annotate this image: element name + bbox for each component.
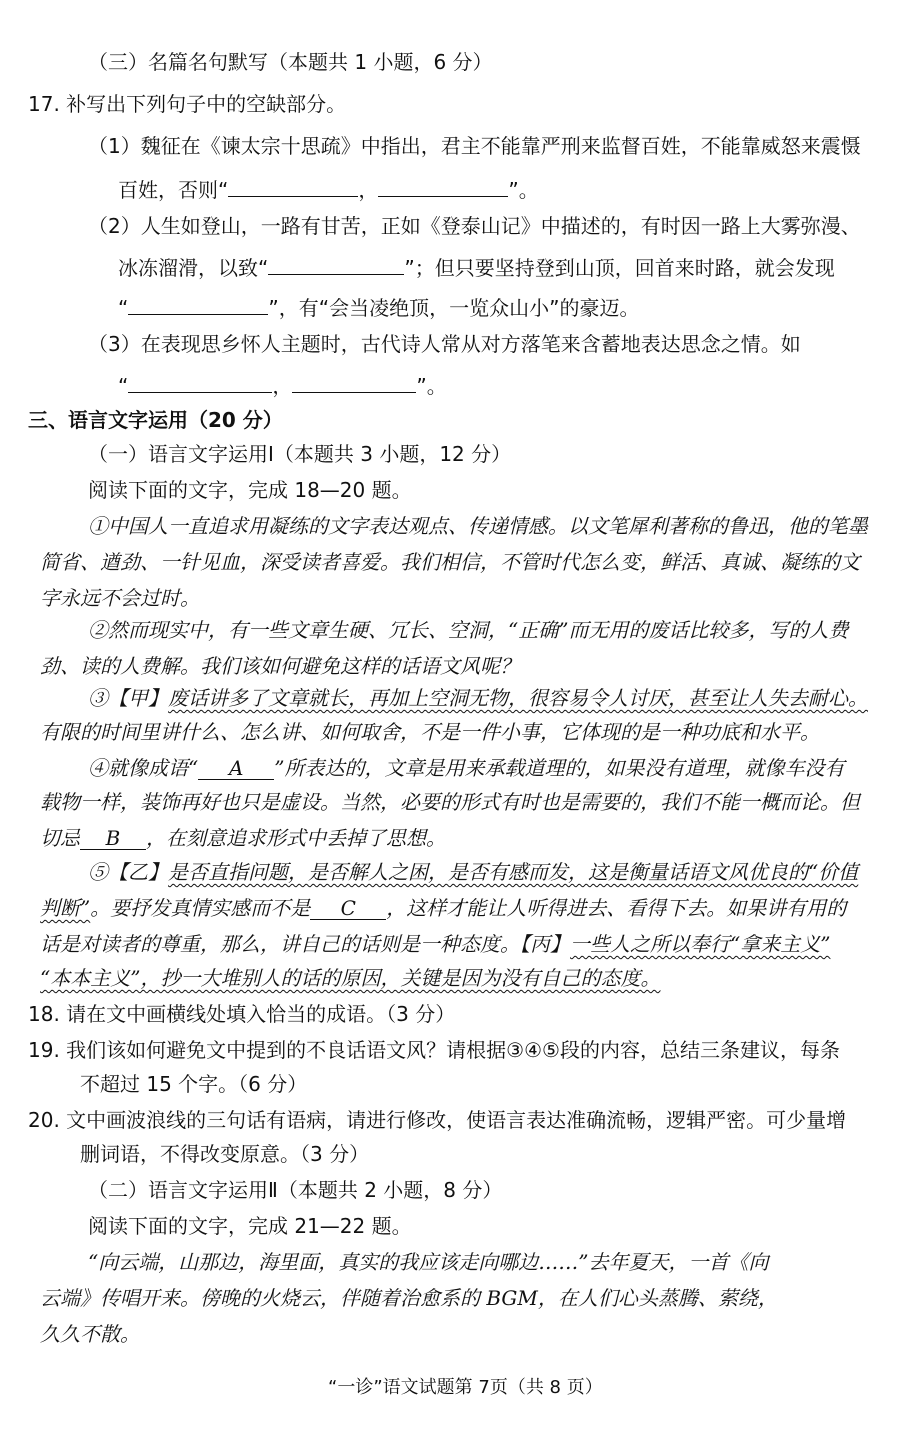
q17-item3-line1: （3）在表现思乡怀人主题时，古代诗人常从对方落笔来含蓄地表达思念之情。如 (88, 332, 801, 356)
q17-item2-line1: （2）人生如登山，一路有甘苦，正如《登泰山记》中描述的，有时因一路上大雾弥漫、 (88, 214, 861, 238)
para4-line2: 载物一样，装饰再好也只是虚设。当然，必要的形式有时也是需要的，我们不能一概而论。但 (40, 790, 860, 814)
q17-item1-prefix: 百姓，否则“ (118, 178, 229, 202)
q17-item2-prefix: 冰冻溜滑，以致“ (118, 256, 269, 280)
subsection1-header: （一）语言文字运用Ⅰ（本题共 3 小题，12 分） (88, 442, 512, 466)
para2-line2: 劲、读的人费解。我们该如何避免这样的话语文风呢？ (40, 654, 520, 678)
q17-item3-line2 (118, 370, 447, 398)
closing-quote: ”。 (416, 374, 447, 398)
reading-instruction-2: 阅读下面的文字，完成 21—22 题。 (88, 1214, 412, 1238)
para5-line2 (40, 894, 846, 922)
wavy-sentence-bing: 一些人之所以奉行“拿来主义” (570, 932, 831, 956)
question-19-line2: 不超过 15 个字。（6 分） (80, 1072, 308, 1096)
para4-line3-prefix: 切忌 (40, 826, 80, 850)
wavy-sentence-bing-end: “本本主义”，抄一大堆别人的话的原因，关键是因为没有自己的态度。 (40, 966, 661, 990)
para5-line2-end: ，这样才能让人听得进去、看得下去。如果讲有用的 (386, 896, 847, 920)
para1-line3: 字永远不会过时。 (40, 586, 200, 610)
wavy-sentence-yi-end: 判断” (40, 896, 91, 920)
marker-yi: ⑤【乙】 (88, 860, 168, 884)
open-quote: “ (118, 296, 129, 320)
para5-line2-middle: 。要抒发真情实感而不是 (90, 896, 311, 920)
para1-line2: 简省、遒劲、一针见血，深受读者喜爱。我们相信，不管时代怎么变，鲜活、真诚、凝练的文 (40, 550, 860, 574)
q17-item2-tail: ”，有“会当凌绝顶，一览众山小”的豪迈。 (268, 296, 640, 320)
open-quote: “ (118, 374, 129, 398)
page-footer: “一诊”语文试题第 7页（共 8 页） (328, 1377, 603, 1398)
reading-instruction-1: 阅读下面的文字，完成 18—20 题。 (88, 478, 412, 502)
para5-line1 (88, 858, 858, 886)
para5-line4 (40, 964, 660, 992)
para3-line1 (88, 684, 868, 712)
wavy-sentence-yi: 是否直指问题，是否解人之困，是否有感而发，这是衡量话语文风优良的“价值 (168, 860, 859, 884)
para6-line1: “向云端，山那边，海里面，真实的我应该走向哪边……”去年夏天，一首《向 (88, 1250, 769, 1274)
answer-blank[interactable] (128, 370, 272, 393)
para6-line3: 久久不散。 (40, 1322, 140, 1346)
closing-quote: ”。 (508, 178, 539, 202)
answer-blank[interactable] (228, 174, 358, 197)
para2-line1: ②然而现实中，有一些文章生硬、冗长、空洞，“正确”而无用的废话比较多，写的人费 (88, 618, 849, 642)
marker-jia: ③【甲】 (88, 686, 168, 710)
answer-blank[interactable] (292, 370, 416, 393)
q17-item2-suffix: ”；但只要坚持登到山顶，回首来时路，就会发现 (404, 256, 835, 280)
q17-item2-line3 (118, 292, 639, 320)
para6-line2: 云端》传唱开来。傍晚的火烧云，伴随着治愈系的 BGM，在人们心头蒸腾、萦绕， (40, 1286, 778, 1310)
para4-line3-suffix: ，在刻意追求形式中丢掉了思想。 (146, 826, 446, 850)
answer-blank[interactable] (128, 292, 268, 315)
blank-B[interactable]: B (80, 827, 146, 850)
section-header-poetry: （三）名篇名句默写（本题共 1 小题，6 分） (88, 50, 493, 74)
para4-line3 (40, 824, 446, 852)
para1-line1: ①中国人一直追求用凝练的文字表达观点、传递情感。以文笔犀利著称的鲁迅，他的笔墨 (88, 514, 868, 538)
part3-title: 三、语言文字运用（20 分） (28, 408, 283, 432)
question-20-line1: 20. 文中画波浪线的三句话有语病，请进行修改，使语言表达准确流畅，逻辑严密。可少量增 (28, 1108, 847, 1132)
blank-C[interactable]: C (310, 897, 386, 920)
para3-line2: 有限的时间里讲什么、怎么讲、如何取舍，不是一件小事，它体现的是一种功底和水平。 (40, 720, 820, 744)
question-17-stem: 17. 补写出下列句子中的空缺部分。 (28, 92, 347, 116)
para4-line1 (88, 754, 844, 782)
question-18: 18. 请在文中画横线处填入恰当的成语。（3 分） (28, 1002, 456, 1026)
para4-suffix: ”所表达的，文章是用来承载道理的，如果没有道理，就像车没有 (274, 756, 845, 780)
q17-item1-line2 (118, 174, 539, 202)
q17-item1-line1: （1）魏征在《谏太宗十思疏》中指出，君主不能靠严刑来监督百姓，不能靠威怒来震慑 (88, 134, 861, 158)
blank-A[interactable]: A (198, 757, 274, 780)
subsection2-header: （二）语言文字运用Ⅱ（本题共 2 小题，8 分） (88, 1178, 503, 1202)
separator: ， (272, 374, 293, 398)
para5-line3-prefix: 话是对读者的尊重，那么，讲自己的话则是一种态度。【丙】 (40, 932, 570, 956)
answer-blank[interactable] (268, 252, 404, 275)
q17-item2-line2 (118, 252, 835, 280)
question-19-line1: 19. 我们该如何避免文中提到的不良话语文风？请根据③④⑤段的内容，总结三条建议，每条 (28, 1038, 840, 1062)
para5-line3 (40, 930, 830, 958)
para4-prefix: ④就像成语“ (88, 756, 199, 780)
separator: ， (358, 178, 379, 202)
answer-blank[interactable] (378, 174, 508, 197)
wavy-sentence-jia: 废话讲多了文章就长，再加上空洞无物，很容易令人讨厌，甚至让人失去耐心。 (168, 686, 868, 710)
question-20-line2: 删词语，不得改变原意。（3 分） (80, 1142, 370, 1166)
